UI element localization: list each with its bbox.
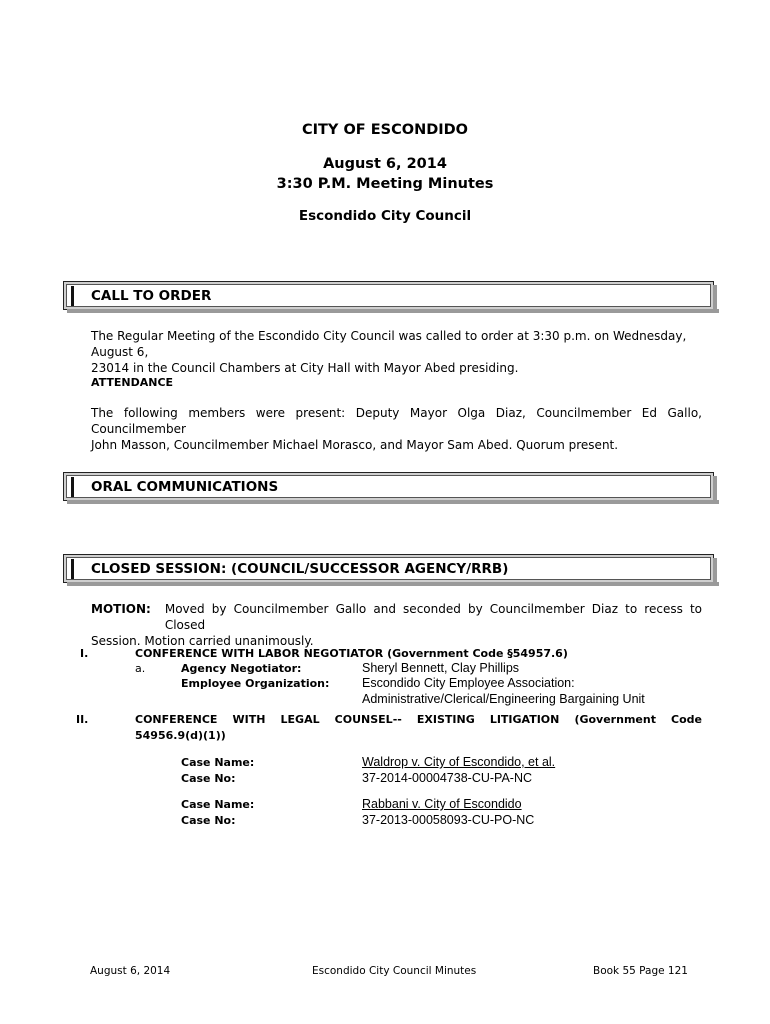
case-name: Waldrop v. City of Escondido, et al. [362, 755, 556, 769]
case-name-label: Case Name: [181, 756, 255, 769]
item-numeral: II. [76, 713, 89, 726]
attendance-heading: ATTENDANCE [91, 376, 174, 389]
footer-page: Book 55 Page 121 [593, 965, 688, 977]
meeting-type: 3:30 P.M. Meeting Minutes [276, 176, 494, 192]
motion-label: MOTION: [91, 602, 151, 616]
text-line: The Regular Meeting of the Escondido City Council was called to order at 3:30 p.m. on Wednesday, August 6, [91, 329, 687, 359]
section-heading: CLOSED SESSION: (COUNCIL/SUCCESSOR AGENCY/RRB) [91, 561, 509, 577]
text-line: Session. Motion carried unanimously. [91, 634, 314, 648]
footer-title: Escondido City Council Minutes [312, 965, 477, 977]
text-line: 23014 in the Council Chambers at City Hall with Mayor Abed presiding. [91, 361, 519, 375]
box-shadow [67, 500, 719, 504]
item-letter: a. [135, 662, 146, 675]
section-bar [71, 477, 74, 497]
section-heading: CALL TO ORDER [91, 288, 212, 304]
section-oral-communications [63, 472, 714, 501]
negotiator-value: Sheryl Bennett, Clay Phillips [362, 661, 520, 675]
section-heading: ORAL COMMUNICATIONS [91, 479, 279, 495]
case-number: 37-2014-00004738-CU-PA-NC [362, 771, 532, 785]
item-numeral: I. [80, 647, 89, 660]
box-shadow [67, 309, 719, 313]
section-call-to-order [63, 281, 714, 310]
negotiator-label: Agency Negotiator: [181, 662, 302, 675]
organization-value: Administrative/Clerical/Engineering Bargaining Unit [362, 692, 645, 706]
organization-value: Escondido City Employee Association: [362, 676, 575, 690]
organization-label: Employee Organization: [181, 677, 330, 690]
box-shadow [67, 582, 719, 586]
case-no-label: Case No: [181, 814, 236, 827]
meeting-date: August 6, 2014 [323, 156, 447, 172]
text-line: The following members were present: Deputy Mayor Olga Diaz, Councilmember Ed Gallo, Councilmember [91, 406, 702, 436]
text-line [91, 601, 702, 633]
attendance-text [91, 405, 702, 453]
section-closed-session [63, 554, 714, 583]
item-title: CONFERENCE WITH LABOR NEGOTIATOR (Government Code §54957.6) [135, 647, 568, 660]
case-no-label: Case No: [181, 772, 236, 785]
section-bar [71, 559, 74, 579]
text-line: John Masson, Councilmember Michael Morasco, and Mayor Sam Abed. Quorum present. [91, 438, 619, 452]
call-to-order-text [91, 328, 702, 376]
item-title-cont: 54956.9(d)(1)) [135, 729, 226, 742]
section-bar [71, 286, 74, 306]
motion-text [91, 601, 702, 649]
document-title: CITY OF ESCONDIDO [302, 122, 468, 138]
item-title: CONFERENCE WITH LEGAL COUNSEL-- EXISTING LITIGATION (Government Code [135, 713, 702, 726]
motion-line: Moved by Councilmember Gallo and seconded by Councilmember Diaz to recess to Closed [164, 602, 702, 632]
council-name: Escondido City Council [298, 208, 472, 224]
case-name-label: Case Name: [181, 798, 255, 811]
case-number: 37-2013-00058093-CU-PO-NC [362, 813, 535, 827]
footer-date: August 6, 2014 [90, 965, 171, 977]
case-name: Rabbani v. City of Escondido [362, 797, 522, 811]
